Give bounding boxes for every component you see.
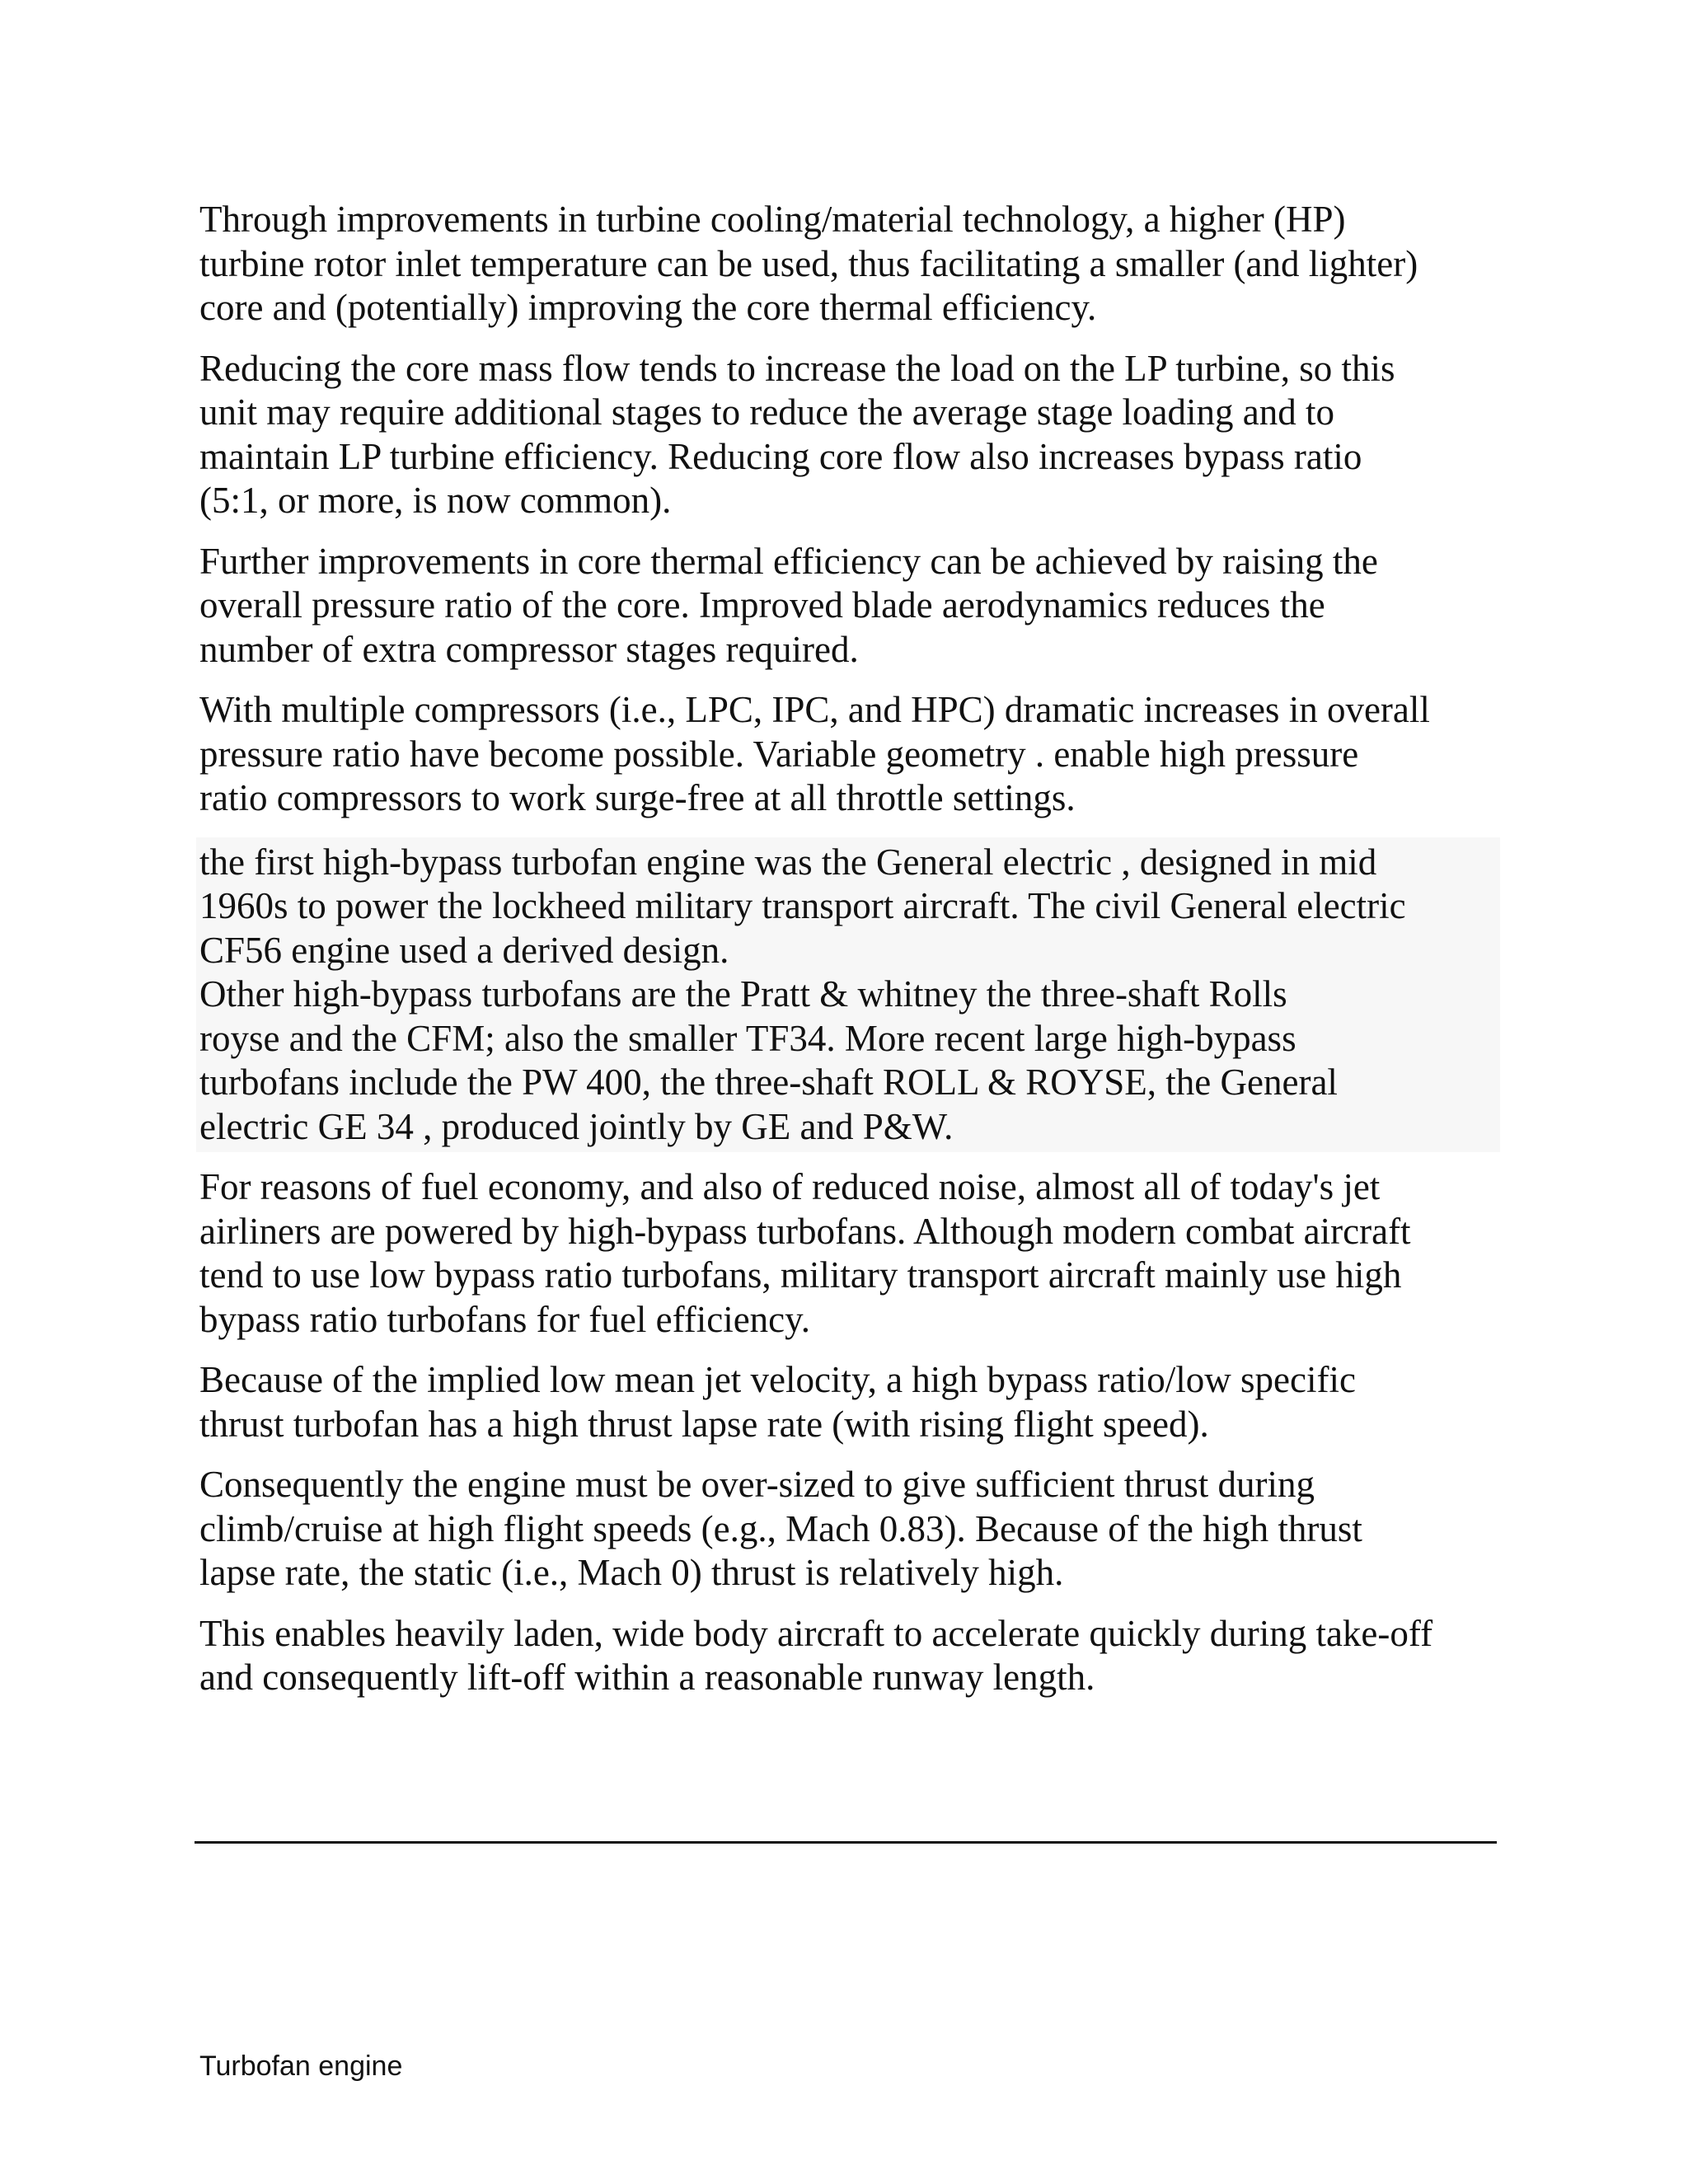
shaded-highlight-block <box>196 837 1500 1153</box>
text-line: turbofans include the PW 400, the three-shaft ROLL & ROYSE, the General <box>199 1062 1338 1103</box>
paragraph-engine-oversized <box>199 1463 1493 1596</box>
paragraph-jet-velocity <box>199 1358 1493 1446</box>
text-line: maintain LP turbine efficiency. Reducing core flow also increases bypass ratio <box>199 435 1362 477</box>
text-line: bypass ratio turbofans for fuel efficiency. <box>199 1298 810 1340</box>
text-line: the first high-bypass turbofan engine was the General electric , designed in mid <box>199 841 1377 883</box>
text-line: Reducing the core mass flow tends to increase the load on the LP turbine, so this <box>199 347 1395 389</box>
text-line: 1960s to power the lockheed military transport aircraft. The civil General electric <box>199 885 1406 926</box>
text-line: Consequently the engine must be over-sized to give sufficient thrust during <box>199 1464 1315 1505</box>
text-line: Because of the implied low mean jet velocity, a high bypass ratio/low specific <box>199 1359 1356 1400</box>
paragraph-take-off <box>199 1612 1493 1700</box>
text-line: overall pressure ratio of the core. Improved blade aerodynamics reduces the <box>199 584 1325 626</box>
text-line: For reasons of fuel economy, and also of reduced noise, almost all of today's jet <box>199 1166 1381 1207</box>
text-line: pressure ratio have become possible. Variable geometry . enable high pressure <box>199 733 1359 775</box>
paragraph-turbine-cooling <box>199 198 1493 330</box>
text-line: climb/cruise at high flight speeds (e.g., Mach 0.83). Because of the high thrust <box>199 1507 1362 1549</box>
page-footer: Turbofan engine <box>199 2050 403 2082</box>
text-line: Other high-bypass turbofans are the Pratt & whitney the three-shaft Rolls <box>199 973 1287 1015</box>
document-body <box>199 198 1493 1717</box>
text-line: ratio compressors to work surge-free at all throttle settings. <box>199 777 1076 818</box>
text-line: airliners are powered by high-bypass turbofans. Although modern combat aircraft <box>199 1210 1411 1252</box>
text-line: Further improvements in core thermal efficiency can be achieved by raising the <box>199 540 1378 582</box>
text-line: (5:1, or more, is now common). <box>199 480 672 521</box>
text-line: electric GE 34 , produced jointly by GE and P&W. <box>199 1105 954 1147</box>
text-line: lapse rate, the static (i.e., Mach 0) thrust is relatively high. <box>199 1552 1064 1593</box>
text-line: core and (potentially) improving the core thermal efficiency. <box>199 287 1097 328</box>
paragraph-core-mass-flow <box>199 347 1493 523</box>
text-line: and consequently lift-off within a reasonable runway length. <box>199 1657 1095 1698</box>
text-line: tend to use low bypass ratio turbofans, military transport aircraft mainly use high <box>199 1254 1402 1296</box>
text-line: With multiple compressors (i.e., LPC, IPC, and HPC) dramatic increases in overall <box>199 689 1430 730</box>
paragraph-high-bypass-history <box>199 841 1493 1150</box>
text-line: number of extra compressor stages required. <box>199 628 859 670</box>
footer-divider <box>195 1841 1497 1844</box>
paragraph-pressure-ratio <box>199 540 1493 673</box>
text-line: Through improvements in turbine cooling/material technology, a higher (HP) <box>199 199 1346 240</box>
text-line: CF56 engine used a derived design. <box>199 929 729 971</box>
text-line: unit may require additional stages to reduce the average stage loading and to <box>199 391 1335 433</box>
text-line: turbine rotor inlet temperature can be used, thus facilitating a smaller (and lighter) <box>199 242 1418 284</box>
text-line: thrust turbofan has a high thrust lapse rate (with rising flight speed). <box>199 1403 1209 1445</box>
paragraph-multiple-compressors <box>199 688 1493 821</box>
text-line: royse and the CFM; also the smaller TF34. More recent large high-bypass <box>199 1017 1296 1059</box>
text-line: This enables heavily laden, wide body aircraft to accelerate quickly during take-off <box>199 1612 1433 1654</box>
paragraph-fuel-economy <box>199 1165 1493 1342</box>
